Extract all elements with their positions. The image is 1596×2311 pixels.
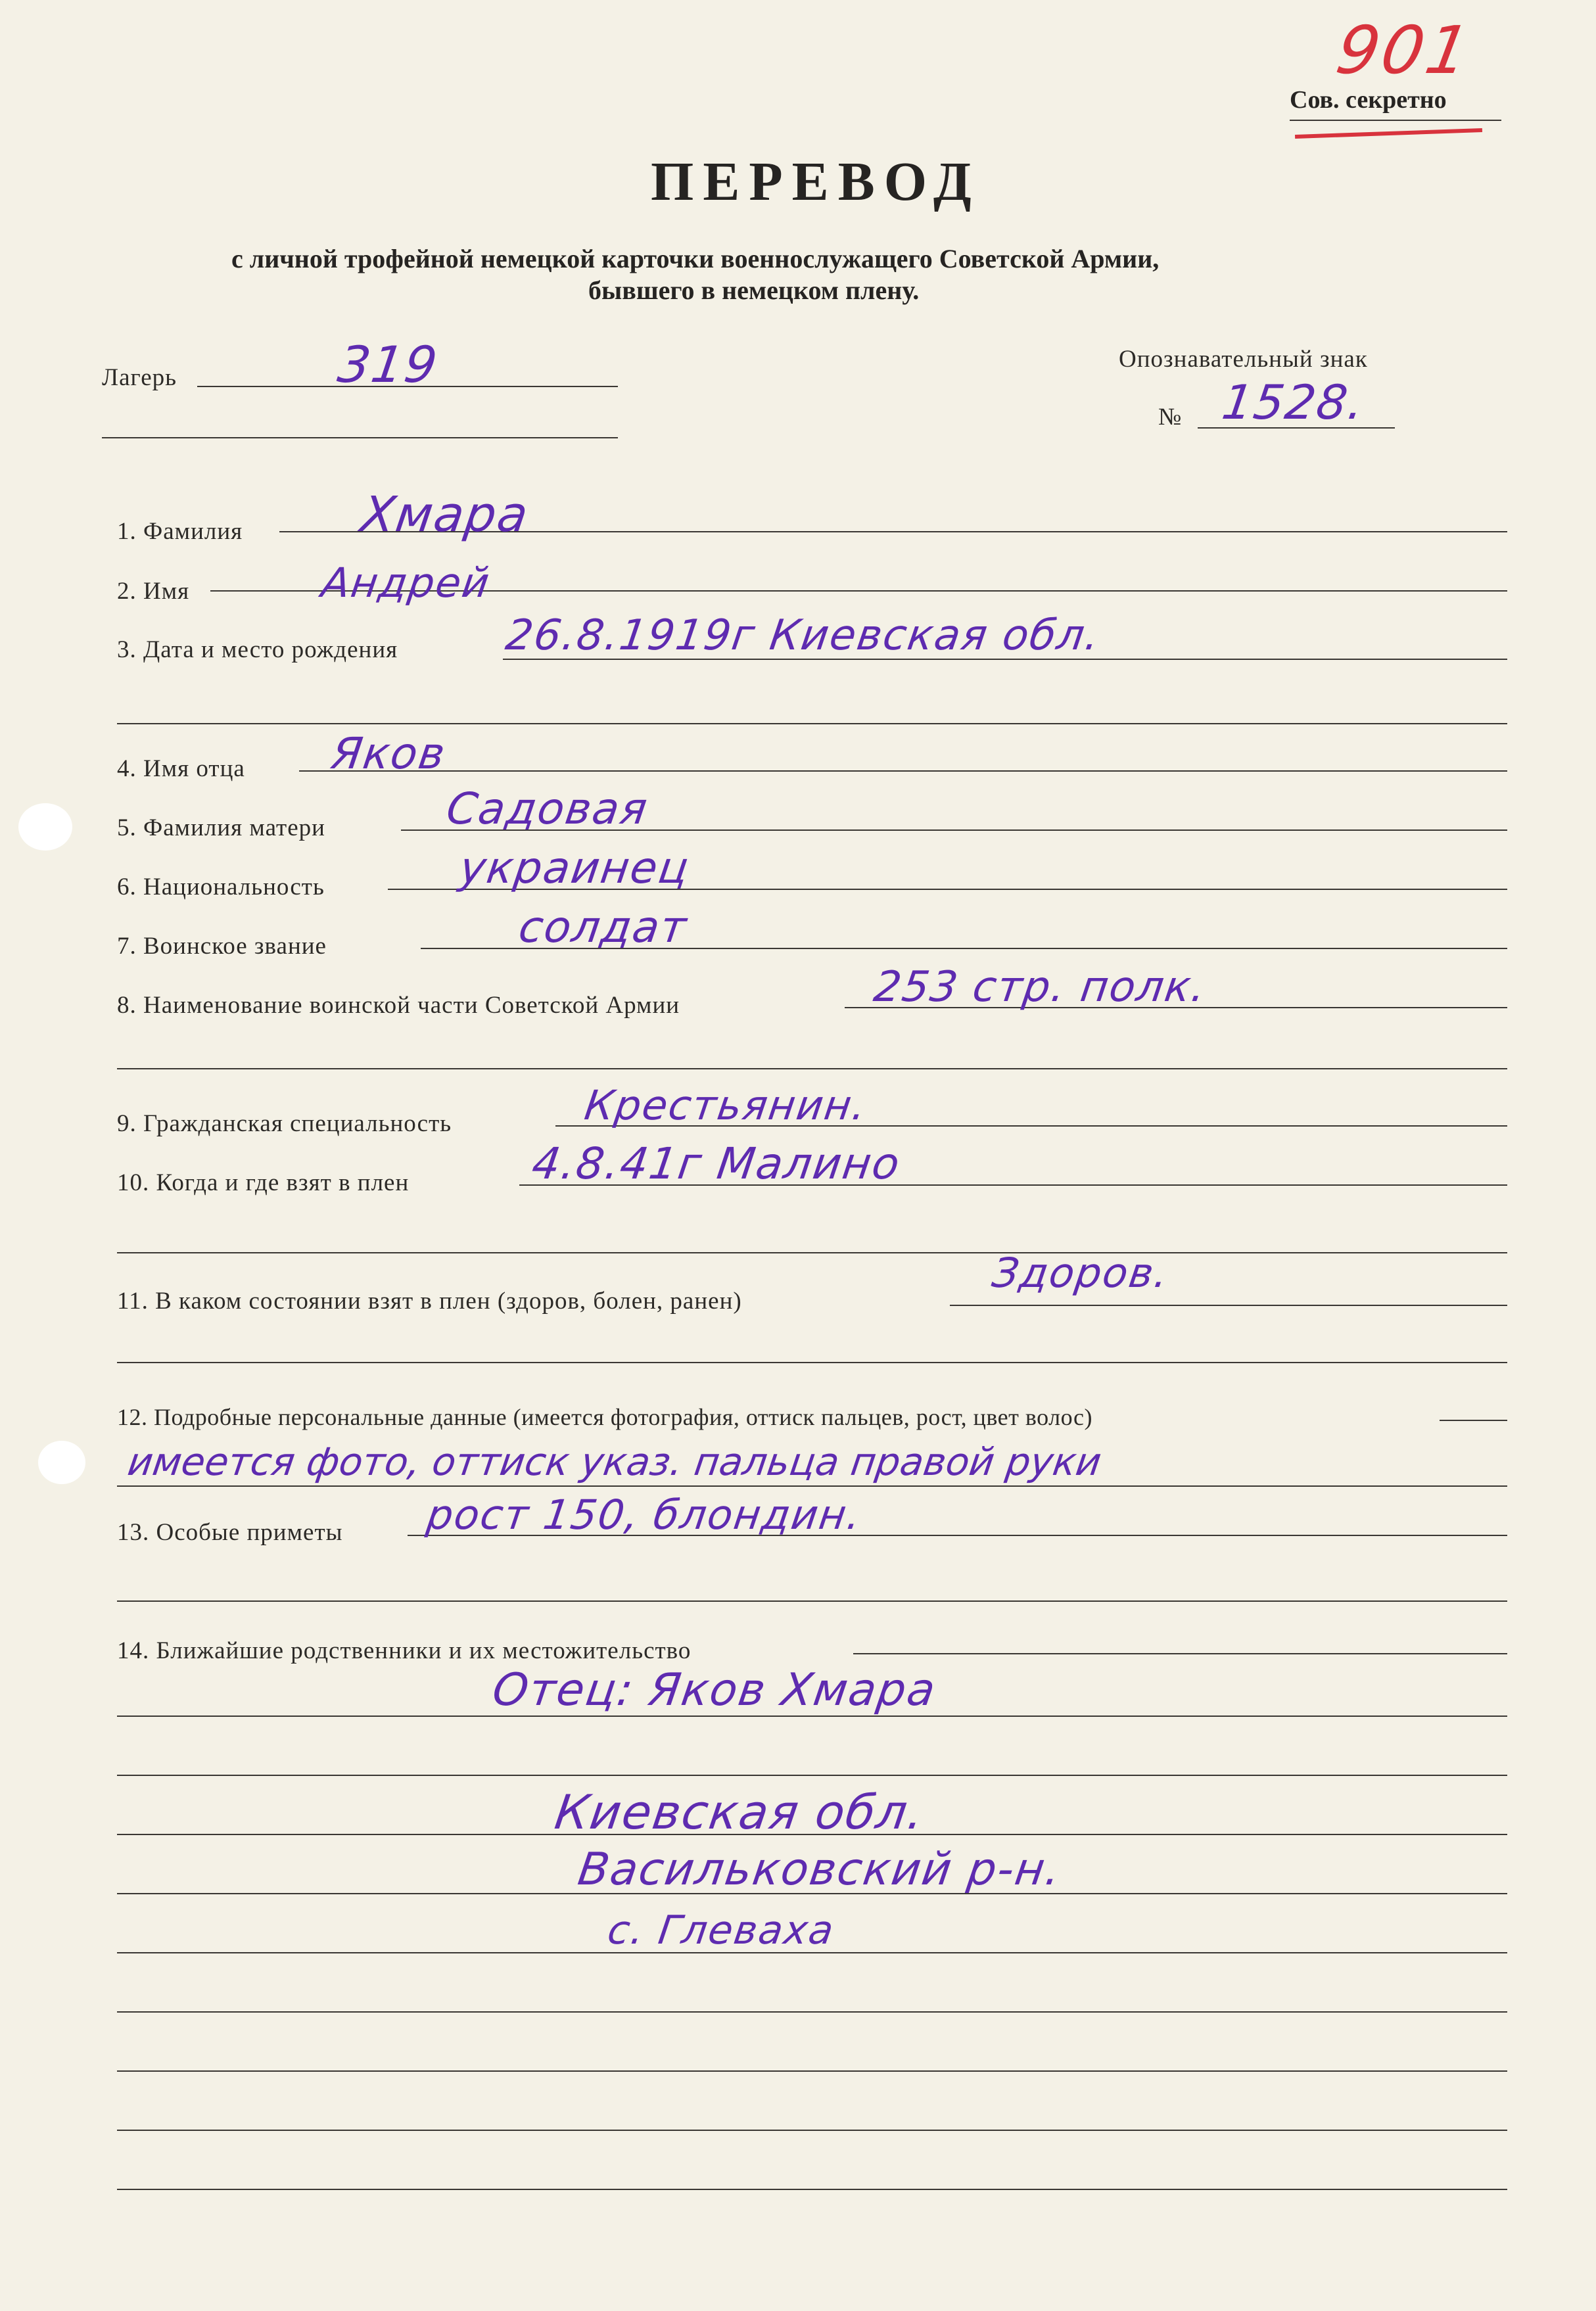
page-subtitle-2: бывшего в немецком плену. (588, 275, 920, 305)
id-mark-number: 1528. (1219, 375, 1369, 430)
field-14-line-4 (117, 1834, 1507, 1835)
field-1-value: Хмара (357, 486, 533, 543)
field-14-line (853, 1653, 1507, 1654)
field-7-value: солдат (515, 902, 691, 952)
field-14-line-7 (117, 2011, 1507, 2013)
field-11-label: 11. В каком состоянии взят в плен (здоров, болен, ранен) (117, 1288, 742, 1315)
field-10-line-2 (117, 1252, 1507, 1253)
field-4-value: Яков (328, 728, 450, 779)
field-14-label: 14. Ближайшие родственники и их местожительство (117, 1637, 692, 1664)
id-mark-label: Опознавательный знак (1119, 346, 1368, 373)
page-title: ПЕРЕВОД (651, 151, 981, 212)
field-12-label: 12. Подробные персональные данные (имеется фотография, оттиск пальцев, рост, цвет волос) (117, 1404, 1092, 1430)
field-14-line-6 (117, 1952, 1507, 1953)
field-14-value-line-3: Васильковский р-н. (575, 1844, 1065, 1896)
punch-hole-bottom (38, 1441, 85, 1484)
field-14-line-10 (117, 2189, 1507, 2190)
field-1-label: 1. Фамилия (117, 518, 243, 545)
field-8-label: 8. Наименование воинской части Советской Армии (117, 992, 680, 1019)
field-13-value: рост 150, блондин. (423, 1491, 865, 1539)
stamp-number: 901 (1330, 12, 1478, 89)
field-3-label: 3. Дата и место рождения (117, 636, 398, 663)
camp-line-2 (102, 437, 618, 438)
field-4-line (299, 770, 1507, 772)
field-14-line-5 (117, 1893, 1507, 1894)
field-2-value: Андрей (318, 559, 494, 607)
page-subtitle-1: с личной трофейной немецкой карточки военнослужащего Советской Армии, (231, 244, 1160, 273)
field-14-value-line-4: с. Глеваха (605, 1907, 838, 1953)
field-3-line-2 (117, 723, 1507, 724)
field-7-label: 7. Воинское звание (117, 933, 327, 960)
field-6-label: 6. Национальность (117, 874, 325, 900)
field-8-line-2 (117, 1068, 1507, 1069)
field-5-label: 5. Фамилия матери (117, 814, 325, 841)
punch-hole-top (18, 803, 72, 851)
field-10-label: 10. Когда и где взят в плен (117, 1169, 410, 1196)
field-12-line-2 (117, 1485, 1507, 1487)
field-14-value-line-2: Киевская обл. (552, 1785, 929, 1840)
field-5-value: Садовая (443, 783, 652, 834)
field-14-line-2 (117, 1716, 1507, 1717)
camp-label: Лагерь (102, 364, 177, 391)
classification-label: Сов. секретно (1290, 86, 1447, 114)
field-2-label: 2. Имя (117, 578, 190, 605)
field-13-line-2 (117, 1600, 1507, 1602)
field-12-value: имеется фото, оттиск указ. пальца правой руки (125, 1439, 1104, 1484)
field-11-value: Здоров. (989, 1249, 1173, 1297)
field-14-line-3 (117, 1775, 1507, 1776)
field-4-label: 4. Имя отца (117, 755, 245, 782)
field-12-line (1440, 1420, 1507, 1421)
field-9-value: Крестьянин. (581, 1081, 870, 1129)
classification-underline (1290, 120, 1501, 121)
id-mark-number-label: № (1158, 404, 1183, 431)
classification-red-underline (1295, 128, 1482, 139)
field-6-value: украинец (456, 843, 693, 893)
field-14-line-8 (117, 2070, 1507, 2072)
field-11-line-2 (117, 1362, 1507, 1363)
field-14-value-line-1: Отец: Яков Хмара (489, 1664, 940, 1716)
field-13-label: 13. Особые приметы (117, 1519, 343, 1546)
field-11-line (950, 1305, 1507, 1306)
field-14-line-9 (117, 2130, 1507, 2131)
field-9-label: 9. Гражданская специальность (117, 1110, 452, 1137)
field-8-value: 253 стр. полк. (870, 963, 1210, 1012)
field-10-value: 4.8.41г Малино (528, 1138, 904, 1189)
field-3-value: 26.8.1919г Киевская обл. (502, 611, 1104, 660)
camp-value: 319 (334, 335, 442, 394)
